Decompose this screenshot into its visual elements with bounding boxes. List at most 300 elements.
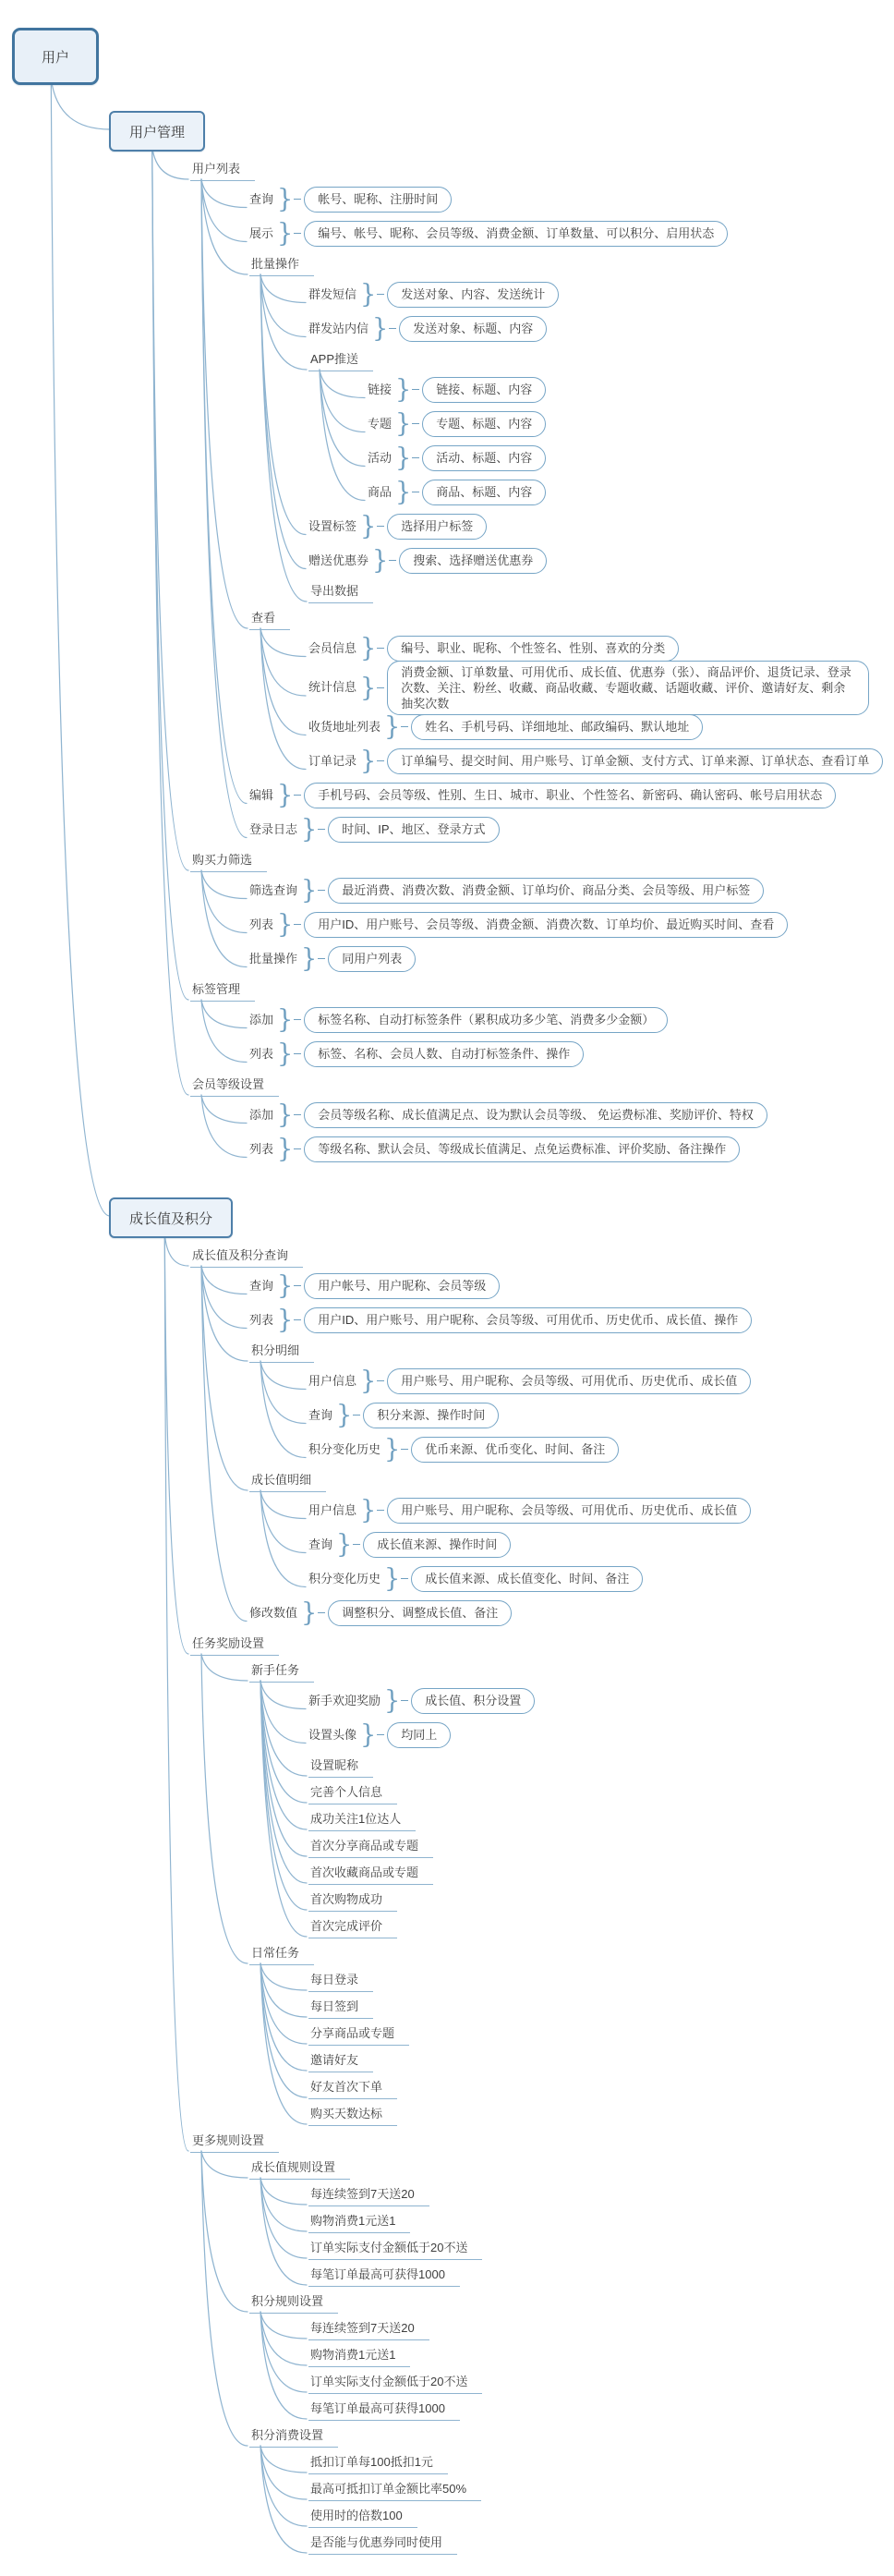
- sub-topic-label[interactable]: 更多规则设置: [190, 2133, 279, 2153]
- task-item-label[interactable]: 每连续签到7天送20: [308, 2187, 429, 2206]
- connector-tick: [294, 1114, 301, 1115]
- action-topic-row: [308, 277, 559, 311]
- task-item-row: [308, 1832, 433, 1859]
- connector-tick: [377, 687, 384, 688]
- detail-capsule[interactable]: 用户账号、用户昵称、会员等级、可用优币、历史优币、成长值: [387, 1498, 751, 1524]
- connector-line: [260, 1681, 306, 1744]
- task-item-row: [308, 2047, 373, 2073]
- connector-line: [260, 1681, 307, 1829]
- brace-icon: }: [360, 633, 377, 663]
- sub-topic-row: [190, 976, 255, 1002]
- task-item-label[interactable]: 订单实际支付金额低于20不送: [308, 2241, 482, 2260]
- sub-topic-label[interactable]: 成长值及积分查询: [190, 1248, 303, 1268]
- action-topic[interactable]: 专题: [368, 416, 393, 431]
- action-topic-row: [249, 1269, 500, 1303]
- action-topic-row: [308, 1718, 451, 1752]
- detail-capsule[interactable]: 商品、标题、内容: [422, 480, 546, 505]
- detail-capsule[interactable]: 活动、标题、内容: [422, 445, 546, 471]
- connector-line: [164, 1233, 188, 1266]
- sub-topic-label[interactable]: APP推送: [308, 352, 373, 371]
- sub-topic-label[interactable]: 会员等级设置: [190, 1077, 279, 1097]
- action-topic-row: [249, 873, 764, 907]
- brace-icon: }: [336, 1529, 353, 1560]
- brace-icon: }: [277, 909, 294, 940]
- action-topic[interactable]: 列表: [249, 1141, 274, 1156]
- action-topic[interactable]: 登录日志: [249, 821, 298, 836]
- sub-topic-label[interactable]: 积分明细: [249, 1343, 314, 1363]
- action-topic-row: [308, 710, 703, 744]
- task-item-label[interactable]: 好友首次下单: [308, 2080, 397, 2099]
- task-item-row: [308, 2502, 417, 2529]
- action-topic[interactable]: 查询: [308, 1407, 333, 1422]
- connector-tick: [294, 795, 301, 796]
- connector-line: [260, 1361, 306, 1458]
- action-topic[interactable]: 赠送优惠券: [308, 553, 369, 567]
- connector-line: [201, 1266, 248, 1490]
- detail-capsule[interactable]: 用户账号、用户昵称、会员等级、可用优币、历史优币、成长值: [387, 1368, 751, 1394]
- connector-tick: [412, 389, 419, 390]
- connector-line: [260, 2178, 307, 2231]
- connector-line: [260, 1361, 306, 1390]
- connector-line: [201, 2151, 248, 2178]
- action-topic-row: [308, 1398, 499, 1432]
- connector-tick: [294, 1285, 301, 1286]
- connector-line: [260, 1963, 307, 2071]
- task-item-label[interactable]: 导出数据: [308, 584, 373, 603]
- action-topic-row: [308, 1432, 619, 1466]
- brace-icon: }: [395, 408, 412, 439]
- action-topic[interactable]: 设置头像: [308, 1727, 357, 1742]
- connector-line: [201, 1654, 248, 1963]
- action-topic[interactable]: 积分变化历史: [308, 1571, 381, 1586]
- action-topic-row: [249, 1098, 767, 1132]
- detail-capsule[interactable]: 优币来源、优币变化、时间、备注: [411, 1437, 619, 1463]
- task-item-label[interactable]: 成功关注1位达人: [308, 1812, 416, 1831]
- detail-capsule[interactable]: 链接、标题、内容: [422, 377, 546, 403]
- brace-icon: }: [301, 943, 318, 974]
- task-item-label[interactable]: 设置昵称: [308, 1758, 373, 1778]
- sub-topic-row: [190, 2127, 279, 2154]
- task-item-label[interactable]: 首次收藏商品或专题: [308, 1865, 433, 1885]
- connector-line: [260, 1681, 307, 1937]
- brace-icon: }: [360, 1719, 377, 1750]
- connector-tick: [294, 1053, 301, 1054]
- sub-topic-label[interactable]: 批量操作: [249, 257, 314, 276]
- sub-topic-row: [190, 1242, 303, 1269]
- action-topic-row: [249, 778, 836, 812]
- brace-icon: }: [277, 1270, 294, 1301]
- connector-line: [260, 274, 307, 601]
- action-topic[interactable]: 收货地址列表: [308, 719, 381, 734]
- brace-icon: }: [336, 1400, 353, 1430]
- connector-line: [164, 1233, 188, 1654]
- brace-icon: }: [384, 711, 401, 742]
- brace-icon: }: [277, 1100, 294, 1130]
- task-item-label[interactable]: 邀请好友: [308, 2053, 373, 2072]
- sub-topic-row: [308, 346, 373, 372]
- sub-topic-row: [249, 1939, 314, 1966]
- action-topic-row: [249, 1002, 668, 1037]
- connector-line: [260, 2312, 307, 2392]
- action-topic[interactable]: 商品: [368, 484, 393, 499]
- connector-line: [201, 870, 247, 933]
- connector-tick: [377, 294, 384, 295]
- connector-line: [260, 2178, 307, 2205]
- action-topic-row: [308, 543, 547, 577]
- task-item-label[interactable]: 购物消费1元送1: [308, 2214, 410, 2233]
- action-topic-row: [308, 1561, 643, 1596]
- sub-topic-row: [249, 2154, 350, 2181]
- detail-capsule[interactable]: 帐号、昵称、注册时间: [304, 187, 452, 213]
- detail-capsule[interactable]: 会员等级名称、成长值满足点、设为默认会员等级、 免运费标准、奖励评价、特权: [304, 1102, 767, 1128]
- brace-icon: }: [277, 780, 294, 810]
- detail-capsule[interactable]: 用户ID、用户账号、会员等级、消费金额、消费次数、订单均价、最近购买时间、查看: [304, 912, 788, 938]
- connector-tick: [318, 1612, 325, 1613]
- connector-tick: [389, 560, 396, 561]
- sub-topic-row: [249, 1657, 314, 1683]
- action-topic-row: [368, 407, 546, 441]
- task-item-label[interactable]: 抵扣订单每100抵扣1元: [308, 2455, 448, 2474]
- connector-line: [260, 628, 306, 735]
- branch-topic-label: 用户管理: [129, 124, 186, 140]
- action-topic[interactable]: 设置标签: [308, 518, 357, 533]
- action-topic[interactable]: 会员信息: [308, 640, 357, 655]
- detail-capsule[interactable]: 最近消费、消费次数、消费金额、订单均价、商品分类、会员等级、用户标签: [328, 878, 764, 904]
- action-topic[interactable]: 批量操作: [249, 951, 298, 966]
- connector-line: [201, 1266, 248, 1361]
- branch-topic[interactable]: [109, 111, 205, 152]
- connector-tick: [401, 726, 408, 727]
- connector-line: [260, 2312, 307, 2419]
- sub-topic-row: [249, 1337, 314, 1364]
- task-item-row: [308, 1966, 373, 1993]
- connector-tick: [377, 1734, 384, 1735]
- connector-line: [260, 1361, 306, 1424]
- detail-capsule[interactable]: 时间、IP、地区、登录方式: [328, 817, 499, 843]
- action-topic[interactable]: 列表: [249, 1312, 274, 1327]
- brace-icon: }: [277, 1134, 294, 1164]
- sub-topic-row: [190, 846, 267, 873]
- connector-line: [260, 1490, 306, 1519]
- detail-capsule[interactable]: 标签名称、自动打标签条件（累积成功多少笔、消费多少金额）: [304, 1007, 668, 1033]
- connector-tick: [412, 457, 419, 458]
- action-topic[interactable]: 活动: [368, 450, 393, 465]
- sub-topic-row: [249, 2288, 338, 2315]
- sub-topic-row: [249, 604, 290, 631]
- connector-line: [201, 1095, 247, 1124]
- action-topic-row: [249, 812, 500, 846]
- brace-icon: }: [360, 1366, 377, 1396]
- task-item-row: [308, 1886, 397, 1913]
- detail-capsule[interactable]: 同用户列表: [328, 946, 416, 972]
- task-item-label[interactable]: 首次分享商品或专题: [308, 1839, 433, 1858]
- action-topic-row: [308, 665, 869, 710]
- connector-line: [260, 1963, 307, 1990]
- connector-line: [201, 870, 247, 899]
- connector-line: [320, 370, 365, 398]
- connector-tick: [401, 1700, 408, 1701]
- sub-topic-label[interactable]: 新手任务: [249, 1663, 314, 1683]
- connector-line: [260, 1681, 307, 1910]
- connector-line: [152, 147, 188, 179]
- brace-icon: }: [277, 218, 294, 249]
- connector-line: [260, 2312, 307, 2365]
- task-item-label[interactable]: 每笔订单最高可获得1000: [308, 2267, 460, 2287]
- sub-topic-row: [190, 1071, 279, 1098]
- connector-line: [260, 2312, 307, 2339]
- sub-topic-label[interactable]: 积分规则设置: [249, 2294, 338, 2314]
- brace-icon: }: [372, 545, 389, 576]
- connector-tick: [294, 924, 301, 925]
- brace-icon: }: [277, 1004, 294, 1035]
- action-topic-row: [249, 1596, 512, 1630]
- task-item-row: [308, 1993, 373, 2020]
- action-topic-row: [249, 216, 728, 250]
- connector-line: [260, 2446, 307, 2526]
- connector-line: [260, 2446, 307, 2473]
- connector-line: [260, 1963, 307, 2124]
- detail-capsule[interactable]: 成长值来源、操作时间: [363, 1532, 511, 1558]
- task-item-row: [308, 2234, 482, 2261]
- task-item-label[interactable]: 购物消费1元送1: [308, 2348, 410, 2367]
- task-item-row: [308, 2341, 410, 2368]
- connector-tick: [377, 760, 384, 761]
- connector-line: [152, 147, 188, 1000]
- brace-icon: }: [360, 672, 377, 703]
- action-topic-row: [249, 182, 452, 216]
- sub-topic-label[interactable]: 积分消费设置: [249, 2428, 338, 2448]
- connector-line: [152, 147, 188, 1095]
- detail-capsule[interactable]: 成长值、积分设置: [411, 1688, 535, 1714]
- task-item-label[interactable]: 分享商品或专题: [308, 2026, 409, 2046]
- sub-topic-label[interactable]: 购买力筛选: [190, 853, 267, 872]
- sub-topic-label[interactable]: 成长值明细: [249, 1473, 326, 1492]
- connector-line: [320, 370, 365, 467]
- detail-capsule[interactable]: 用户ID、用户账号、用户昵称、会员等级、可用优币、历史优币、成长值、操作: [304, 1307, 752, 1333]
- action-topic-row: [249, 1037, 584, 1071]
- action-topic[interactable]: 用户信息: [308, 1502, 357, 1517]
- connector-line: [260, 1681, 307, 1803]
- connector-line: [260, 1681, 307, 1856]
- branch-topic[interactable]: [109, 1197, 233, 1238]
- detail-capsule[interactable]: 发送对象、内容、发送统计: [387, 282, 559, 308]
- brace-icon: }: [277, 1039, 294, 1069]
- task-item-row: [308, 1859, 433, 1886]
- connector-line: [260, 1490, 306, 1553]
- connector-line: [260, 1963, 307, 2044]
- connector-line: [260, 2178, 307, 2285]
- action-topic-row: [249, 942, 416, 976]
- detail-capsule[interactable]: 姓名、手机号码、详细地址、邮政编码、默认地址: [411, 714, 703, 740]
- connector-line: [260, 274, 306, 303]
- brace-icon: }: [384, 1563, 401, 1594]
- sub-topic-label[interactable]: 用户列表: [190, 162, 255, 181]
- action-topic-row: [308, 744, 883, 778]
- task-item-label[interactable]: 首次完成评价: [308, 1919, 397, 1938]
- connector-line: [201, 179, 247, 804]
- connector-line: [201, 870, 247, 967]
- action-topic[interactable]: 用户信息: [308, 1373, 357, 1388]
- sub-topic-label[interactable]: 日常任务: [249, 1946, 314, 1965]
- connector-line: [260, 1681, 306, 1709]
- action-topic[interactable]: 查询: [249, 191, 274, 206]
- detail-capsule[interactable]: 均同上: [387, 1722, 451, 1748]
- connector-line: [201, 179, 247, 242]
- connector-line: [320, 370, 365, 432]
- action-topic[interactable]: 积分变化历史: [308, 1441, 381, 1456]
- brace-icon: }: [360, 746, 377, 776]
- action-topic-row: [308, 1683, 535, 1718]
- brace-icon: }: [301, 1598, 318, 1628]
- connector-line: [260, 628, 306, 770]
- detail-capsule[interactable]: 订单编号、提交时间、用户账号、订单金额、支付方式、订单来源、订单状态、查看订单: [387, 748, 883, 774]
- detail-capsule[interactable]: 编号、帐号、昵称、会员等级、消费金额、订单数量、可以积分、启用状态: [304, 221, 728, 247]
- task-item-label[interactable]: 每日登录: [308, 1973, 373, 1992]
- brace-icon: }: [395, 374, 412, 405]
- connector-line: [51, 79, 110, 1216]
- task-item-label[interactable]: 每日签到: [308, 1999, 373, 2019]
- connector-tick: [353, 1415, 360, 1416]
- task-item-label[interactable]: 最高可抵扣订单金额比率50%: [308, 2482, 481, 2501]
- action-topic-row: [308, 1364, 751, 1398]
- connector-line: [51, 79, 110, 129]
- action-topic-row: [308, 509, 487, 543]
- action-topic[interactable]: 列表: [249, 1046, 274, 1061]
- task-item-label[interactable]: 完善个人信息: [308, 1785, 397, 1804]
- connector-line: [201, 1000, 247, 1028]
- task-item-row: [308, 1913, 397, 1939]
- sub-topic-row: [190, 1630, 279, 1657]
- action-topic[interactable]: 订单记录: [308, 753, 357, 768]
- action-topic[interactable]: 统计信息: [308, 680, 357, 694]
- task-item-label[interactable]: 是否能与优惠券同时使用: [308, 2535, 457, 2555]
- sub-topic-label[interactable]: 查看: [249, 611, 290, 630]
- brace-icon: }: [372, 313, 389, 344]
- detail-capsule[interactable]: 等级名称、默认会员、等级成长值满足、点免运费标准、评价奖励、备注操作: [304, 1136, 740, 1162]
- task-item-row: [308, 2073, 397, 2100]
- brace-icon: }: [277, 184, 294, 214]
- task-item-label[interactable]: 订单实际支付金额低于20不送: [308, 2375, 482, 2394]
- detail-capsule[interactable]: 消费金额、订单数量、可用优币、成长值、优惠券（张）、商品评价、退货记录、登录次数、关注、粉丝、收藏、商品收藏、专题收藏、话题收藏、评价、邀请好友、剩余抽奖次数: [387, 661, 869, 715]
- task-item-label[interactable]: 每连续签到7天送20: [308, 2321, 429, 2340]
- action-topic-row: [308, 311, 547, 346]
- action-topic[interactable]: 筛选查询: [249, 882, 298, 897]
- detail-capsule[interactable]: 搜索、选择赠送优惠券: [399, 548, 547, 574]
- action-topic-row: [368, 475, 546, 509]
- action-topic[interactable]: 新手欢迎奖励: [308, 1693, 381, 1707]
- task-item-row: [308, 2261, 460, 2288]
- connector-line: [260, 1963, 307, 2017]
- connector-line: [201, 179, 248, 628]
- connector-line: [260, 274, 306, 569]
- brace-icon: }: [360, 511, 377, 541]
- connector-line: [164, 1233, 188, 2151]
- task-item-row: [308, 1752, 373, 1779]
- detail-capsule[interactable]: 标签、名称、会员人数、自动打标签条件、操作: [304, 1041, 584, 1067]
- connector-tick: [401, 1449, 408, 1450]
- connector-line: [320, 370, 365, 501]
- connector-tick: [389, 328, 396, 329]
- connector-line: [201, 1000, 247, 1063]
- connector-line: [201, 179, 247, 208]
- root-topic-label: 用户: [41, 49, 69, 66]
- connector-line: [201, 179, 248, 274]
- action-topic[interactable]: 编辑: [249, 787, 274, 802]
- sub-topic-row: [190, 155, 255, 182]
- action-topic[interactable]: 群发短信: [308, 286, 357, 301]
- brace-icon: }: [360, 1495, 377, 1525]
- detail-capsule[interactable]: 编号、职业、昵称、个性签名、性别、喜欢的分类: [387, 636, 679, 662]
- action-topic-row: [249, 1303, 752, 1337]
- detail-capsule[interactable]: 发送对象、标题、内容: [399, 316, 547, 342]
- root-topic[interactable]: [12, 28, 99, 85]
- sub-topic-label[interactable]: 任务奖励设置: [190, 1636, 279, 1656]
- connector-line: [260, 1963, 307, 2097]
- connector-tick: [377, 648, 384, 649]
- task-item-row: [308, 2315, 429, 2341]
- action-topic[interactable]: 列表: [249, 917, 274, 931]
- sub-topic-label[interactable]: 标签管理: [190, 982, 255, 1002]
- action-topic-row: [368, 441, 546, 475]
- action-topic-row: [249, 907, 788, 942]
- connector-line: [260, 274, 306, 337]
- action-topic[interactable]: 链接: [368, 382, 393, 396]
- detail-capsule[interactable]: 调整积分、调整成长值、备注: [328, 1600, 512, 1626]
- connector-line: [260, 628, 306, 696]
- connector-tick: [294, 233, 301, 234]
- brace-icon: }: [360, 279, 377, 310]
- action-topic[interactable]: 群发站内信: [308, 321, 369, 335]
- task-item-label[interactable]: 购买天数达标: [308, 2107, 397, 2126]
- action-topic[interactable]: 查询: [308, 1537, 333, 1551]
- action-topic[interactable]: 查询: [249, 1278, 274, 1293]
- connector-line: [201, 179, 247, 838]
- action-topic[interactable]: 添加: [249, 1012, 274, 1027]
- task-item-label[interactable]: 每笔订单最高可获得1000: [308, 2401, 460, 2421]
- detail-capsule[interactable]: 专题、标题、内容: [422, 411, 546, 437]
- detail-capsule[interactable]: 手机号码、会员等级、性别、生日、城市、职业、个性签名、新密码、确认密码、帐号启用状态: [304, 783, 836, 808]
- connector-tick: [294, 1019, 301, 1020]
- connector-tick: [377, 1380, 384, 1381]
- action-topic[interactable]: 修改数值: [249, 1605, 298, 1620]
- detail-capsule[interactable]: 选择用户标签: [387, 514, 487, 540]
- detail-capsule[interactable]: 用户帐号、用户昵称、会员等级: [304, 1273, 500, 1299]
- connector-tick: [294, 1319, 301, 1320]
- sub-topic-label[interactable]: 成长值规则设置: [249, 2160, 350, 2180]
- connector-tick: [294, 199, 301, 200]
- detail-capsule[interactable]: 积分来源、操作时间: [363, 1403, 499, 1428]
- task-item-label[interactable]: 首次购物成功: [308, 1892, 397, 1912]
- connector-line: [201, 1266, 247, 1622]
- task-item-row: [308, 2475, 481, 2502]
- task-item-row: [308, 1805, 416, 1832]
- connector-tick: [377, 526, 384, 527]
- action-topic[interactable]: 添加: [249, 1107, 274, 1122]
- task-item-row: [308, 577, 373, 604]
- task-item-row: [308, 2529, 457, 2556]
- task-item-row: [308, 2020, 409, 2047]
- connector-line: [260, 1681, 307, 1776]
- connector-line: [152, 147, 188, 870]
- action-topic-row: [308, 1493, 751, 1527]
- action-topic-row: [308, 1527, 511, 1561]
- detail-capsule[interactable]: 成长值来源、成长值变化、时间、备注: [411, 1566, 643, 1592]
- action-topic[interactable]: 展示: [249, 225, 274, 240]
- task-item-label[interactable]: 使用时的倍数100: [308, 2509, 417, 2528]
- connector-line: [260, 2446, 307, 2499]
- brace-icon: }: [395, 443, 412, 473]
- connector-line: [260, 1490, 306, 1587]
